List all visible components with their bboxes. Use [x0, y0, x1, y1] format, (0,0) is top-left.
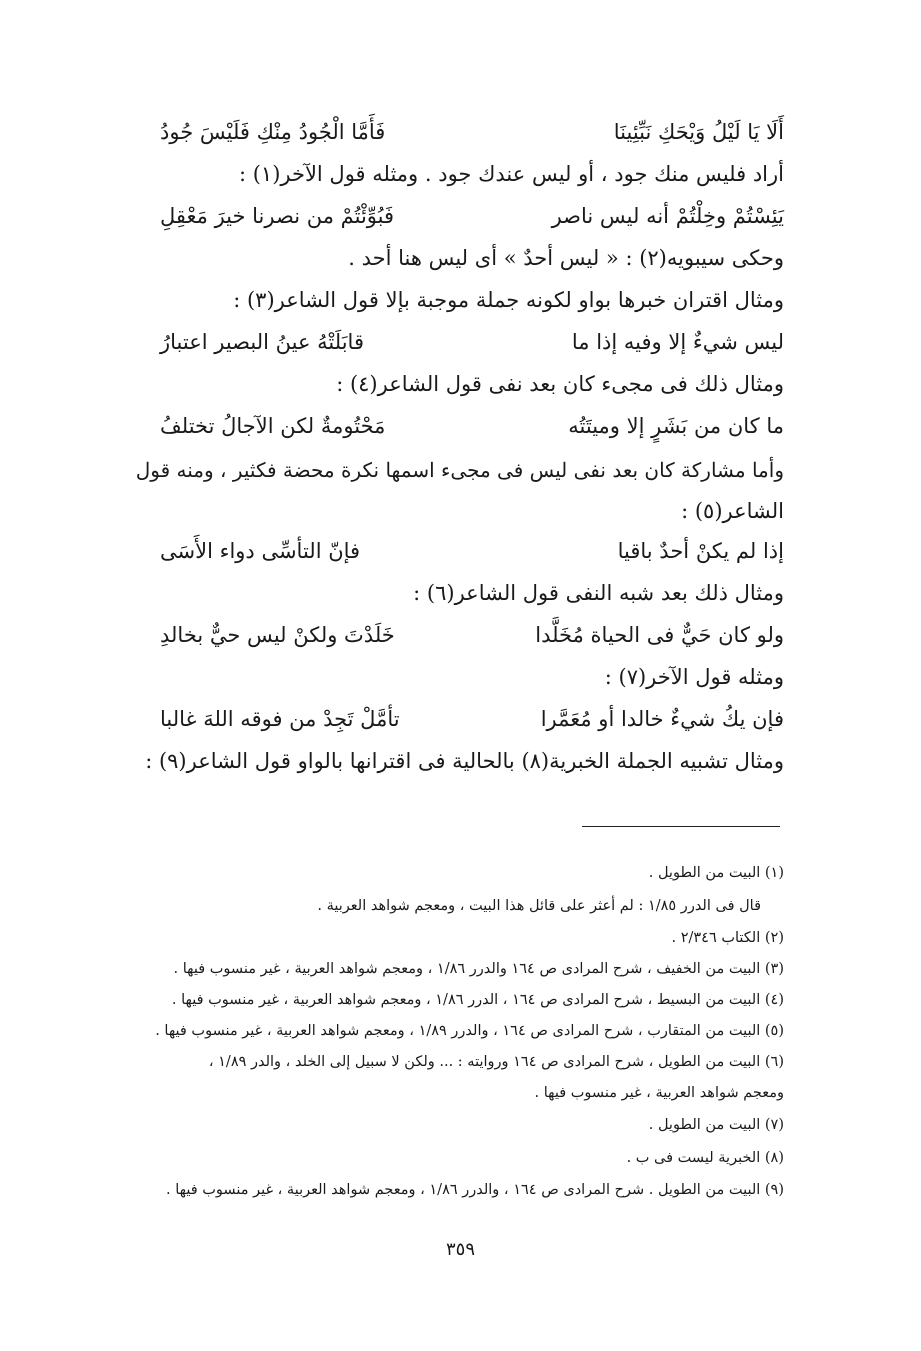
verse-2-first-hemistich: يَئِسْتُمْ وخِلْتُمْ أنه ليس ناصر [551, 204, 784, 228]
verse-4-first-hemistich: ما كان من بَشَرٍ إلا وميتَتُه [568, 414, 784, 438]
paragraph-line: وحكى سيبويه(٢) : « ليس أحدٌ » أى ليس هنا أحد . [348, 246, 784, 270]
footnote-6: (٦) البيت من الطويل ، شرح المرادى ص ١٦٤ وروايته : ... ولكن لا سبيل إلى الخلد ، والدر ١/٨٩ ، [208, 1054, 784, 1070]
footnote-4: (٤) البيت من البسيط ، شرح المرادى ص ١٦٤ ، الدرر ١/٨٦ ، ومعجم شواهد العربية ، غير منسوب فيها . [171, 992, 784, 1008]
paragraph-line: ومثال اقتران خبرها بواو لكونه جملة موجبة بإلا قول الشاعر(٣) : [233, 288, 784, 312]
verse-5-first-hemistich: إذا لم يكنْ أحدٌ باقيا [617, 539, 784, 563]
page-number: ٣٥٩ [445, 1239, 475, 1260]
paragraph-line: ومثله قول الآخر(٧) : [604, 665, 784, 689]
verse-5-second-hemistich: فإنّ التأسِّى دواء الأَسَى [160, 539, 361, 563]
verse-7-first-hemistich: فإن يكُ شيءٌ خالدا أو مُعَمَّرا [540, 707, 784, 731]
footnote-8: (٨) الخبرية ليست فى ب . [626, 1150, 784, 1166]
footnote-1-continued: قال فى الدرر ١/٨٥ : لم أعثر على قائل هذا البيت ، ومعجم شواهد العربية . [317, 898, 761, 914]
footnote-separator [582, 826, 780, 827]
footnote-6-continued: ومعجم شواهد العربية ، غير منسوب فيها . [534, 1085, 784, 1101]
paragraph-line: وأما مشاركة كان بعد نفى ليس فى مجىء اسمها نكرة محضة فكثير ، ومنه قول [135, 458, 784, 482]
footnote-2: (٢) الكتاب ٢/٣٤٦ . [671, 930, 784, 946]
footnote-7: (٧) البيت من الطويل . [648, 1117, 784, 1133]
verse-4-second-hemistich: مَحْتُومةٌ لكن الآجالُ تختلفُ [160, 414, 386, 438]
paragraph-line: ومثال تشبيه الجملة الخبرية(٨) بالحالية فى اقترانها بالواو قول الشاعر(٩) : [145, 749, 784, 773]
verse-6-second-hemistich: خَلَدْتَ ولكنْ ليس حيٌّ بخالدِ [160, 623, 395, 647]
footnote-1: (١) البيت من الطويل . [648, 865, 784, 881]
footnote-9: (٩) البيت من الطويل . شرح المرادى ص ١٦٤ ، والدرر ١/٨٦ ، ومعجم شواهد العربية ، غير منسوب فيها . [166, 1182, 784, 1198]
verse-7-second-hemistich: تأمَّلْ تَجِدْ من فوقه اللهَ غالبا [160, 707, 400, 731]
footnote-5: (٥) البيت من المتقارب ، شرح المرادى ص ١٦٤ ، والدرر ١/٨٩ ، ومعجم شواهد العربية ، غير منسوب فيها . [155, 1023, 784, 1039]
verse-6-first-hemistich: ولو كان حَيٌّ فى الحياة مُخَلَّدا [535, 623, 784, 647]
verse-2-second-hemistich: فَبُوِّئْتُمْ من نصرنا خيرَ مَعْقِلِ [160, 204, 395, 228]
verse-3-first-hemistich: ليس شيءٌ إلا وفيه إذا ما [571, 330, 784, 354]
paragraph-line: الشاعر(٥) : [681, 499, 784, 523]
footnote-3: (٣) البيت من الخفيف ، شرح المرادى ص ١٦٤ والدرر ١/٨٦ ، ومعجم شواهد العربية ، غير منسوب فيها . [173, 961, 784, 977]
verse-1-first-hemistich: أَلَا يَا لَيْلُ وَيْحَكِ نَبِّئِينَا [613, 120, 784, 144]
paragraph-line: أراد فليس منك جود ، أو ليس عندك جود . ومثله قول الآخر(١) : [238, 162, 784, 186]
verse-3-second-hemistich: قابَلَتْهُ عينُ البصير اعتبارُ [160, 330, 364, 354]
paragraph-line: ومثال ذلك فى مجىء كان بعد نفى قول الشاعر(٤) : [336, 372, 784, 396]
paragraph-line: ومثال ذلك بعد شبه النفى قول الشاعر(٦) : [413, 581, 784, 605]
verse-1-second-hemistich: فَأَمَّا الْجُودُ مِنْكِ فَلَيْسَ جُودُ [160, 120, 386, 144]
